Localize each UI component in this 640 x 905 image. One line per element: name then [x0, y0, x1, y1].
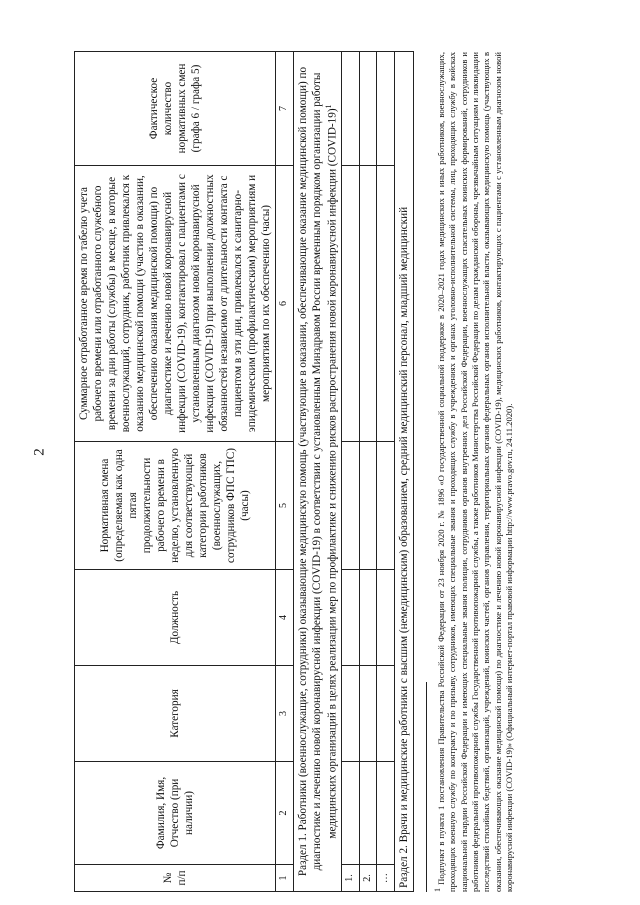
table-row	[342, 52, 360, 892]
footnote-divider	[426, 682, 427, 892]
footnote-mark: 1	[433, 888, 442, 892]
column-number: 6	[276, 166, 294, 442]
section-1-cell	[293, 52, 342, 892]
header-cell-category: Категория	[75, 666, 276, 762]
column-number: 7	[276, 52, 294, 166]
row-number: 2.	[359, 865, 377, 892]
column-number-row	[276, 52, 294, 892]
row-number: 1.	[342, 865, 360, 892]
footnote-text: Подпункт в пункта 1 постановления Правительства Российской Федерации от 23 ноября 2020 г. № 1896 «О государственной социальной поддержке в 2020–2021 годах медицинских и иных работников, военнослужащих, проходящих военную службу по контракту и по призыву, сотрудников, имеющих специальные звания и проходящих службу в учреждениях и органах уголовно-исполнительной системы, лиц, проходящих службу в войсках национальной гвардии Российской Федерации и имеющих специальные звания полиции, сотрудников органов внутренних дел Российской Федерации, военнослужащих спасательных воинских формирований, сотрудников и работников федеральной противопожарной службы Государственной противопожарной службы, а также работников Министерства Российской Федерации по делам гражданской обороны, чрезвычайным ситуациям и ликвидации последствий стихийных бедствий, организаций, учреждений, воинских частей, органов управления, территориальных органов федеральных органов исполнительной власти, оказывающих медицинскую помощь (участвующих в оказании, обеспечивающих оказание медицинской помощи) по диагностике и лечению новой коронавирусной инфекции (COVID-19), медицинских работников, контактирующих с пациентами с установленным диагнозом новой коронавирусной инфекции (COVID-19)» (Официальный интернет-портал правовой информации http://www.pravo.gov.ru, 24.11.2020).	[435, 52, 514, 892]
header-cell-number: № п/п	[75, 865, 276, 892]
table-header-row	[75, 52, 276, 892]
section-2-title: Раздел 2. Врачи и медицинские работники с высшим (немедицинским) образованием, средний медицинский персонал, младший медицинский	[394, 52, 413, 892]
table-row	[359, 52, 377, 892]
row-number: …	[377, 865, 395, 892]
page-number-text: 2	[31, 448, 48, 456]
report-table	[74, 51, 414, 892]
header-cell-name: Фамилия, Имя, Отчество (при наличии)	[75, 762, 276, 865]
document-sheet	[20, 52, 620, 892]
table-row	[377, 52, 395, 892]
column-number: 3	[276, 666, 294, 762]
section-1-row	[293, 52, 342, 892]
column-number: 2	[276, 762, 294, 865]
section-2-row	[394, 52, 413, 892]
footnote	[426, 52, 515, 892]
header-cell-position: Должность	[75, 570, 276, 666]
column-number: 4	[276, 570, 294, 666]
header-cell-normative-shift: Нормативная смена (определяемая как одна пятая продолжительности рабочего времени в неделю, установленную для соответствующей категории работников (военнослужащих, сотрудников ФПС ГПС) (часы)	[75, 442, 276, 570]
header-cell-actual-shifts: Фактическое количество нормативных смен (графа 6 / графа 5)	[75, 52, 276, 166]
column-number: 1	[276, 865, 294, 892]
column-number: 5	[276, 442, 294, 570]
section-1-title: Раздел 1. Работники (военнослужащие, сотрудники) оказывающие медицинскую помощь (участвующие в оказании, обеспечивающие оказание медицинской помощи) по диагностике и лечению новой коронавирусной инфекции (COVID-19) в соответствии с установленным Минздравом России временным порядком организации работы медицинских организаций в целях реализации мер по профилактике и снижению рисков распространения новой коронавирусной инфекции (COVID-19)	[296, 66, 339, 877]
footnote-reference: 1	[323, 104, 333, 109]
header-cell-total-hours: Суммарное отработанное время по табелю учета рабочего времени или отработанного служебного времени за дни работы (службы) в месяце, в которые военнослужащий, сотрудник, работник привлекался к оказанию медицинской помощи (участию в оказании, обеспечению оказания медицинской помощи) по диагностике и лечению новой коронавирусной инфекции (COVID-19), контактировал с пациентами с установленным диагнозом новой коронавирусной инфекции (COVID-19) при выполнении должностных обязанностей независимо от длительности контакта с пациентом в эти дни, привлекался к санитарно-эпидемическим (профилактическим) мероприятиям и мероприятиям по их обеспечению (часы)	[75, 166, 276, 442]
